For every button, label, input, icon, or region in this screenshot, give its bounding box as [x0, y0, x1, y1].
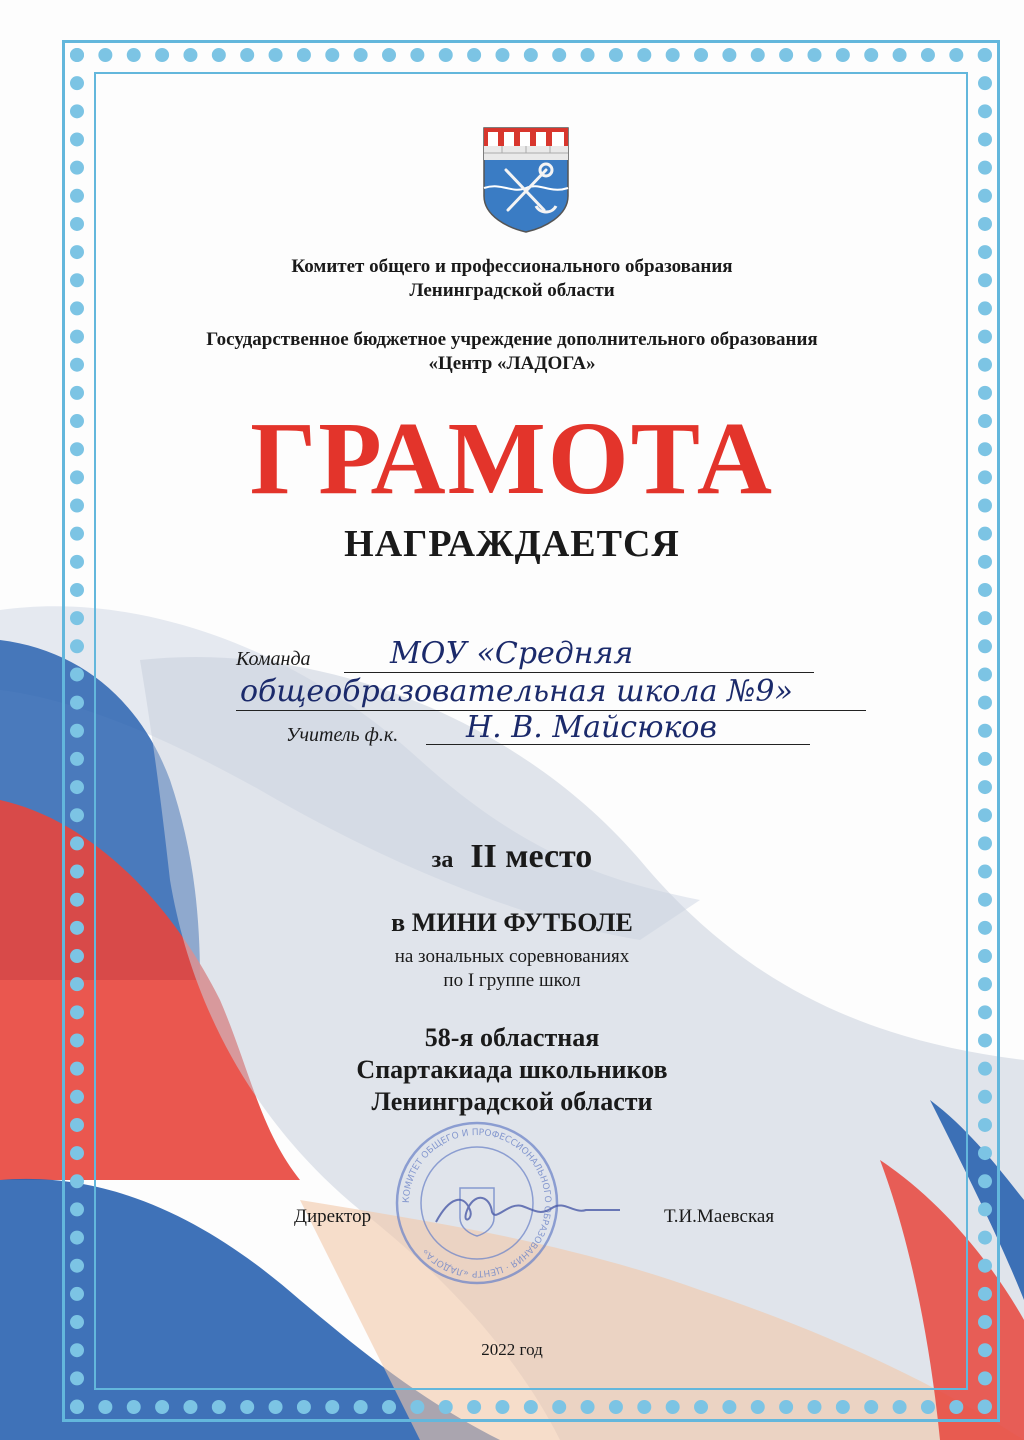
stamp-text: КОМИТЕТ ОБЩЕГО И ПРОФЕССИОНАЛЬНОГО ОБРАЗОВАНИЯ · ЦЕНТР «ЛАДОГА» — [401, 1127, 553, 1279]
director-label: Директор — [294, 1206, 372, 1227]
place-value: II место — [470, 838, 593, 875]
spartakiad-line-3: Ленинградской области — [371, 1087, 653, 1116]
team-underline-1 — [344, 672, 814, 673]
place-line — [0, 838, 1024, 876]
competition-line-1: на зональных соревнованиях — [394, 946, 630, 967]
team-label: Команда — [236, 648, 311, 670]
director-signature — [430, 1186, 630, 1236]
sport-name: в МИНИ ФУТБОЛЕ — [391, 908, 633, 937]
team-value-line-2: общеобразовательная школа №9» — [240, 674, 793, 709]
place-prefix: за — [431, 847, 454, 873]
institution-line-1: Государственное бюджетное учреждение дополнительного образования — [206, 329, 818, 350]
institution-name — [0, 328, 1024, 376]
institution-line-2: «Центр «ЛАДОГА» — [428, 353, 596, 374]
committee-line-2: Ленинградской области — [409, 280, 615, 301]
competition-line-2: по I группе школ — [443, 970, 581, 991]
certificate-title: ГРАМОТА — [250, 401, 774, 516]
director-name: Т.И.Маевская — [664, 1206, 775, 1227]
coat-of-arms-icon — [482, 126, 570, 234]
spartakiad-block — [0, 1022, 1024, 1118]
spartakiad-line-1: 58-я областная — [424, 1023, 600, 1052]
year: 2022 год — [481, 1340, 543, 1359]
committee-name — [0, 255, 1024, 303]
teacher-label: Учитель ф.к. — [286, 724, 399, 746]
teacher-value: Н. В. Майсюков — [466, 710, 717, 745]
team-value-line-1: МОУ «Средняя — [390, 636, 634, 671]
committee-line-1: Комитет общего и профессионального образования — [291, 256, 733, 277]
awarded-heading: НАГРАЖДАЕТСЯ — [344, 523, 680, 565]
spartakiad-line-2: Спартакиада школьников — [356, 1055, 668, 1084]
